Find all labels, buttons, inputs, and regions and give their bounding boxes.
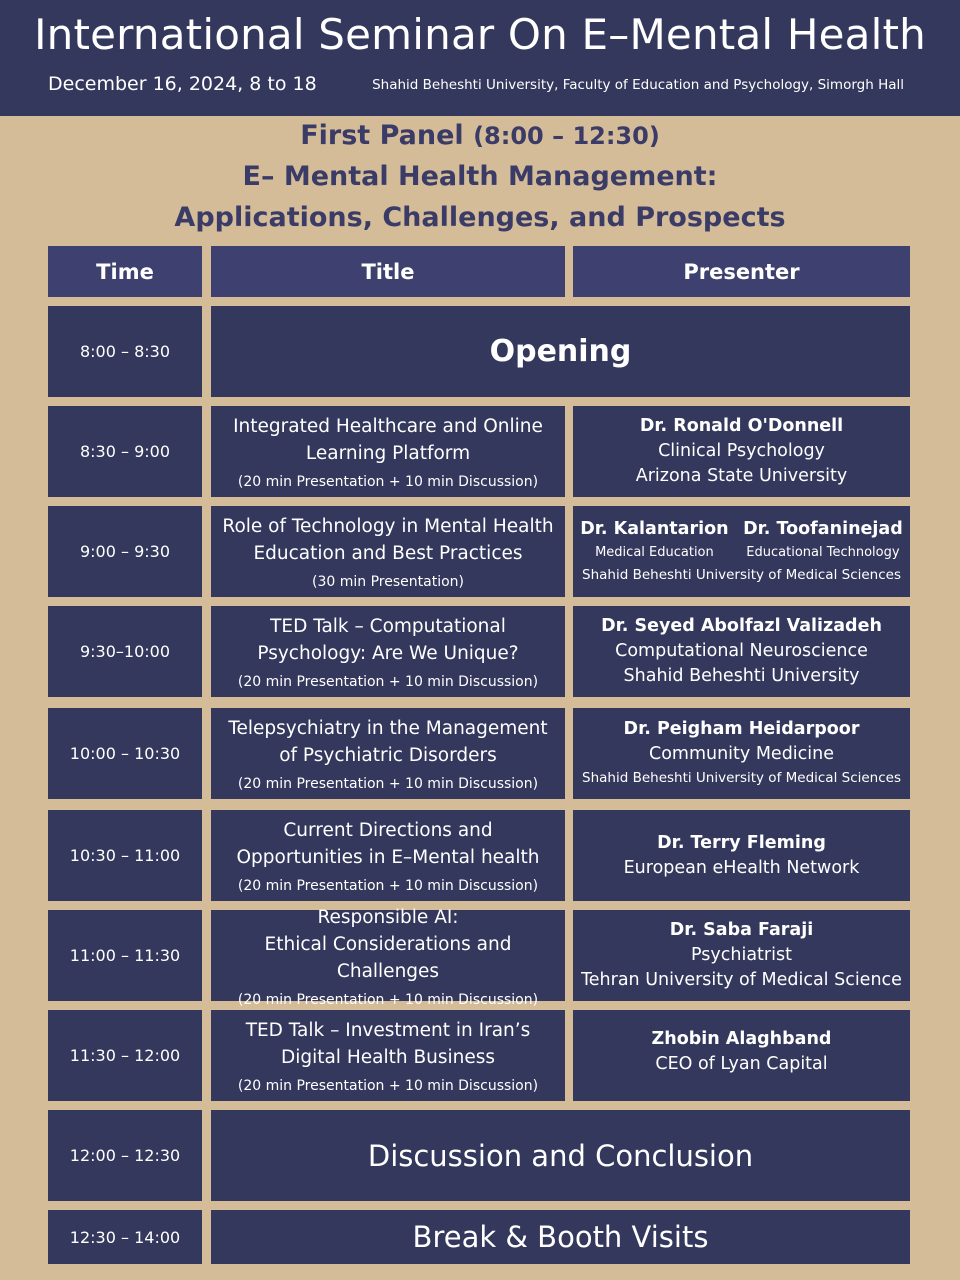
presenter-cell — [573, 406, 910, 497]
presenter-affiliation: Arizona State University — [635, 466, 848, 486]
session-title-cell — [211, 606, 565, 697]
panel-subtitle-line2: Applications, Challenges, and Prospects — [174, 202, 786, 233]
session-title-cell — [211, 906, 565, 1008]
presenter-cell — [573, 708, 910, 799]
session-title-line1: Integrated Healthcare and Online — [233, 416, 543, 437]
presenter-a — [580, 517, 728, 564]
session-format: (20 min Presentation + 10 min Discussion) — [237, 674, 539, 690]
session-title-line2: Opportunities in E–Mental health — [236, 847, 540, 868]
session-title-line2: Learning Platform — [305, 443, 471, 464]
presenter-field: Community Medicine — [648, 744, 835, 764]
session-title-cell — [211, 406, 565, 497]
session-format: (20 min Presentation + 10 min Discussion) — [237, 991, 539, 1008]
session-format: (20 min Presentation + 10 min Discussion) — [237, 776, 539, 792]
session-title-line2: Education and Best Practices — [253, 543, 523, 564]
seminar-date: December 16, 2024, 8 to 18 — [48, 73, 317, 95]
discussion-label: Discussion and Conclusion — [367, 1138, 754, 1173]
panel-time: (8:00 – 12:30) — [473, 122, 660, 150]
presenter-field: CEO of Lyan Capital — [655, 1054, 828, 1074]
session-title-line1: TED Talk – Computational — [270, 616, 506, 637]
break-cell — [211, 1210, 910, 1264]
session-title-line1: Telepsychiatry in the Management — [228, 718, 548, 739]
opening-label: Opening — [489, 334, 632, 369]
presenter-field: European eHealth Network — [623, 857, 860, 878]
presenter-affiliation: Shahid Beheshti University of Medical Sciences — [582, 770, 901, 786]
column-header-presenter: Presenter — [573, 246, 910, 297]
row-time: 11:00 – 11:30 — [48, 910, 202, 1001]
session-title-cell — [211, 810, 565, 901]
seminar-venue: Shahid Beheshti University, Faculty of Education and Psychology, Simorgh Hall — [372, 77, 904, 93]
presenter-name: Zhobin Alaghband — [651, 1029, 832, 1049]
row-time: 8:30 – 9:00 — [48, 406, 202, 497]
seminar-title: International Seminar On E–Mental Health — [34, 10, 926, 59]
presenter-name: Dr. Peigham Heidarpoor — [623, 719, 860, 739]
session-title-line2: Psychology: Are We Unique? — [257, 643, 519, 664]
session-title-line1: Responsible AI: — [317, 906, 459, 928]
row-time: 10:30 – 11:00 — [48, 810, 202, 901]
row-time: 12:00 – 12:30 — [48, 1110, 202, 1201]
session-title-line2: Digital Health Business — [280, 1047, 496, 1068]
presenter-name: Dr. Saba Faraji — [669, 920, 814, 940]
presenter-b — [743, 517, 903, 564]
session-format: (30 min Presentation) — [312, 574, 464, 590]
opening-cell — [211, 306, 910, 397]
presenter-field: Computational Neuroscience — [615, 641, 868, 661]
column-header-time: Time — [48, 246, 202, 297]
presenter-field: Clinical Psychology — [658, 441, 825, 461]
panel-name: First Panel — [300, 120, 464, 151]
session-title-line2: of Psychiatric Disorders — [279, 745, 497, 766]
presenter-cell — [573, 1010, 910, 1101]
presenter-name: Dr. Kalantarion — [580, 518, 729, 539]
column-header-title: Title — [211, 246, 565, 297]
presenter-cell — [573, 606, 910, 697]
presenter-name: Dr. Toofaninejad — [743, 518, 903, 539]
row-time: 10:00 – 10:30 — [48, 708, 202, 799]
session-title-cell — [211, 1010, 565, 1101]
session-title-line1: Current Directions and — [283, 820, 493, 841]
presenter-cell — [573, 810, 910, 901]
presenter-pair — [573, 517, 910, 564]
row-time: 11:30 – 12:00 — [48, 1010, 202, 1101]
session-title-line1: TED Talk – Investment in Iran’s — [245, 1020, 531, 1041]
presenter-field: Medical Education — [595, 544, 714, 560]
session-format: (20 min Presentation + 10 min Discussion) — [237, 1078, 539, 1094]
presenter-cell — [573, 506, 910, 597]
presenter-affiliation: Shahid Beheshti University — [623, 666, 860, 686]
session-format: (20 min Presentation + 10 min Discussion) — [237, 474, 539, 490]
session-title-line2: Ethical Considerations and Challenges — [264, 933, 512, 982]
panel-title — [0, 120, 960, 151]
page-header — [0, 0, 960, 116]
session-title-line1: Role of Technology in Mental Health — [222, 516, 554, 537]
row-time: 12:30 – 14:00 — [48, 1210, 202, 1264]
presenter-affiliation: Shahid Beheshti University of Medical Sciences — [582, 566, 901, 583]
panel-subtitle-line1: E– Mental Health Management: — [242, 161, 718, 192]
discussion-cell — [211, 1110, 910, 1201]
session-format: (20 min Presentation + 10 min Discussion) — [237, 878, 539, 894]
session-title-cell — [211, 708, 565, 799]
row-time: 9:30–10:00 — [48, 606, 202, 697]
session-title-cell — [211, 506, 565, 597]
presenter-name: Dr. Terry Fleming — [657, 832, 826, 853]
presenter-cell — [573, 910, 910, 1001]
break-label: Break & Booth Visits — [412, 1220, 709, 1254]
presenter-field: Educational Technology — [746, 544, 900, 560]
presenter-affiliation: Tehran University of Medical Science — [581, 970, 902, 990]
row-time: 8:00 – 8:30 — [48, 306, 202, 397]
row-time: 9:00 – 9:30 — [48, 506, 202, 597]
presenter-name: Dr. Ronald O'Donnell — [639, 416, 844, 436]
presenter-name: Dr. Seyed Abolfazl Valizadeh — [601, 616, 882, 636]
presenter-field: Psychiatrist — [691, 945, 792, 965]
